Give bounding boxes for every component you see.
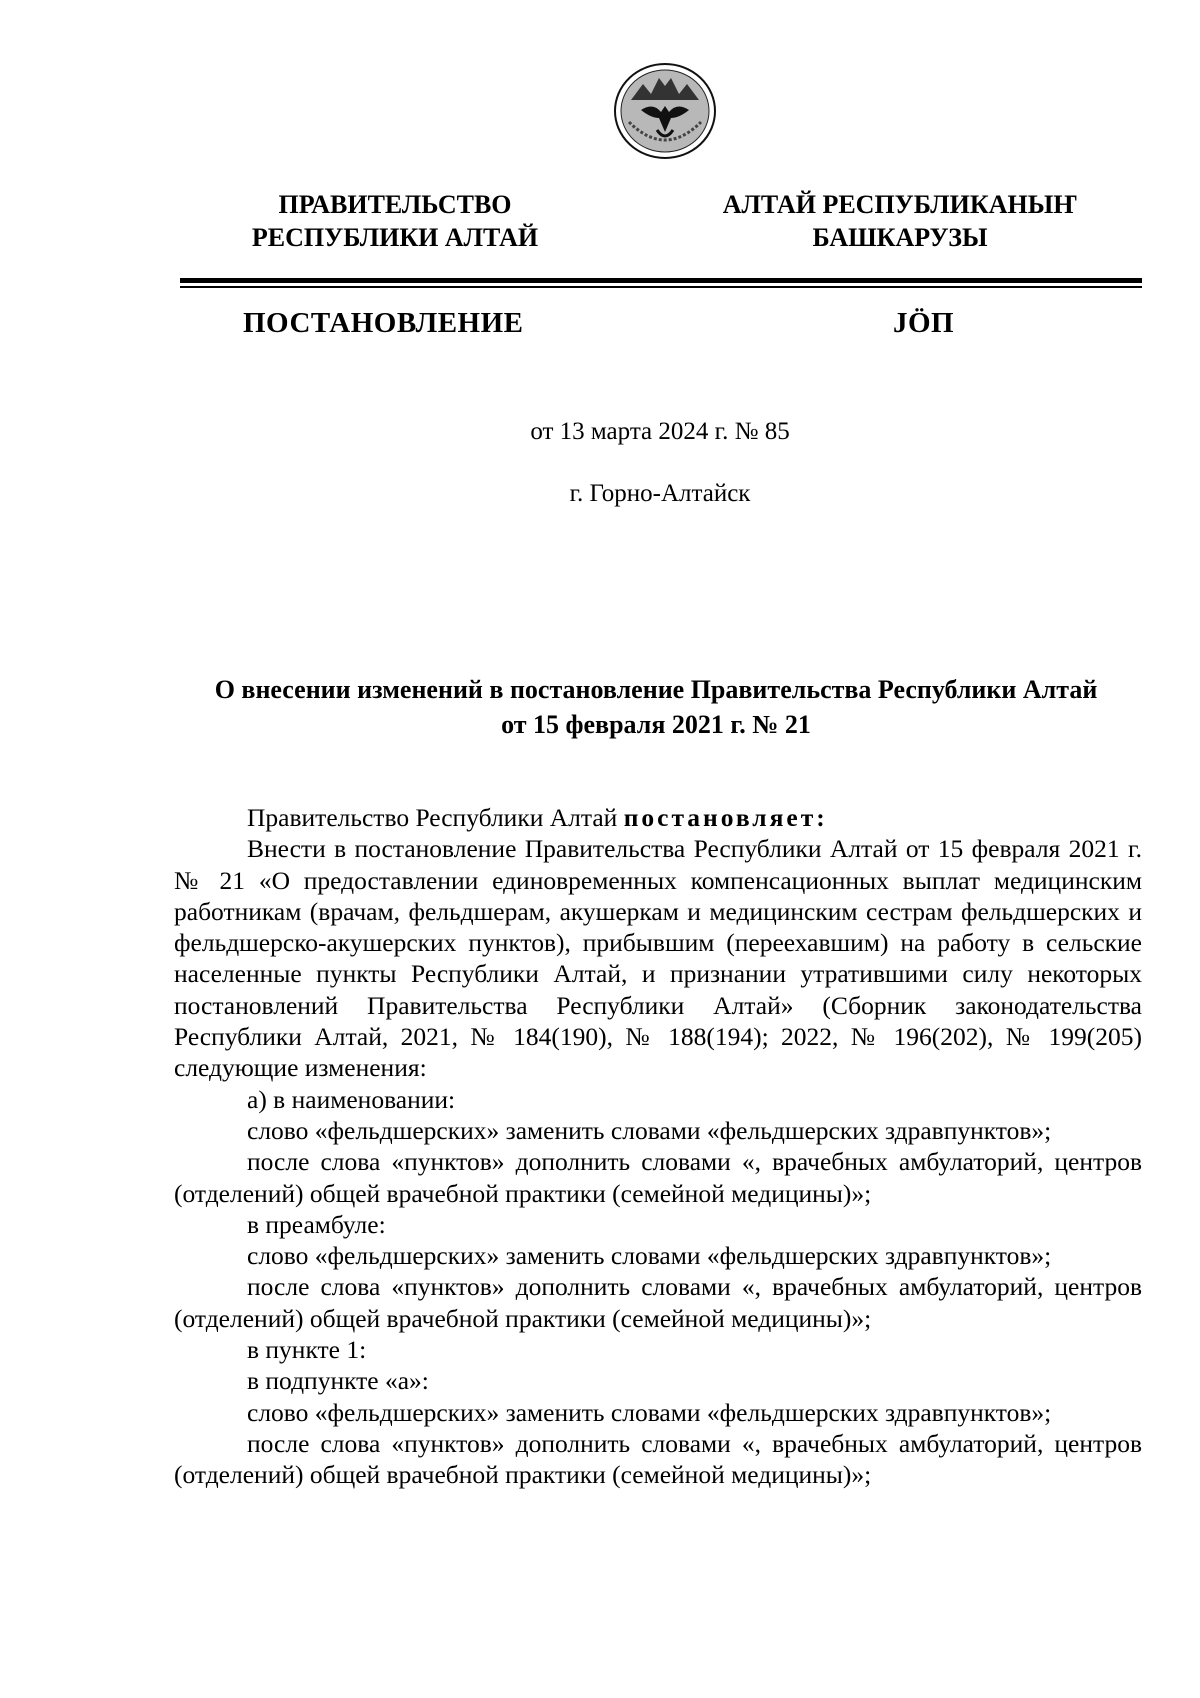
header-right-line2: БАШКАРУЗЫ: [812, 223, 988, 252]
intro-text: Правительство Республики Алтай: [247, 803, 624, 832]
header-left-line1: ПРАВИТЕЛЬСТВО: [278, 190, 512, 219]
body-paragraph: слово «фельдшерских» заменить словами «фельдшерских здравпунктов»;: [247, 1115, 1052, 1145]
header-divider-thick: [180, 278, 1142, 283]
decree-date-number: от 13 марта 2024 г. № 85: [530, 418, 790, 445]
republic-emblem-icon: [613, 62, 717, 160]
title-line1: О внесении изменений в постановление Правительства Республики Алтай: [214, 675, 1098, 704]
body-paragraph: слово «фельдшерских» заменить словами «фельдшерских здравпунктов»;: [247, 1241, 1052, 1271]
intro-bold: постановляет:: [623, 803, 828, 832]
resolution-intro: [174, 802, 1142, 833]
body-paragraph: Внести в постановление Правительства Республики Алтай от 15 февраля 2021 г. № 21 «О предоставлении единовременных компенсационных выплат медицинским работникам (врачам, фельдшерам, акушеркам и медицинским сестрам фельдшерских и фельдшерско-акушерских пунктов), прибывшим (переехавшим) на работу в сельские населенные пункты Республики Алтай, и признании утратившими силу некоторых постановлений Правительства Республики Алтай» (Сборник законодательства Республики Алтай, 2021, № 184(190), № 188(194); 2022, № 196(202), № 199(205) следующие изменения:: [174, 834, 1142, 1083]
government-name-russian: [185, 188, 605, 254]
body-paragraph: после слова «пунктов» дополнить словами «, врачебных амбулаторий, центров (отделений) общей врачебной практики (семейной медицины)»;: [174, 1272, 1142, 1333]
header-right-line1: АЛТАЙ РЕСПУБЛИКАНЫҤ: [722, 190, 1078, 219]
header-left-line2: РЕСПУБЛИКИ АЛТАЙ: [251, 223, 539, 252]
decree-city: г. Горно-Алтайск: [569, 480, 751, 507]
body-paragraph: в пункте 1:: [247, 1335, 367, 1365]
header-divider-thin: [180, 286, 1142, 288]
government-name-altai: [690, 188, 1110, 254]
decree-label-russian: ПОСТАНОВЛЕНИЕ: [243, 307, 524, 339]
body-paragraph: после слова «пунктов» дополнить словами «, врачебных амбулаторий, центров (отделений) общей врачебной практики (семейной медицины)»;: [174, 1147, 1142, 1208]
body-paragraph: после слова «пунктов» дополнить словами «, врачебных амбулаторий, центров (отделений) общей врачебной практики (семейной медицины)»;: [174, 1428, 1142, 1490]
body-paragraph: в подпункте «а»:: [247, 1366, 429, 1396]
decree-title: [170, 672, 1142, 742]
body-paragraph: а) в наименовании:: [247, 1084, 456, 1114]
decree-label-altai: JÖП: [893, 307, 955, 339]
body-paragraph: слово «фельдшерских» заменить словами «фельдшерских здравпунктов»;: [247, 1397, 1052, 1427]
body-paragraph: в преамбуле:: [247, 1209, 386, 1239]
decree-body: [174, 802, 1142, 1491]
title-line2: от 15 февраля 2021 г. № 21: [501, 710, 811, 739]
